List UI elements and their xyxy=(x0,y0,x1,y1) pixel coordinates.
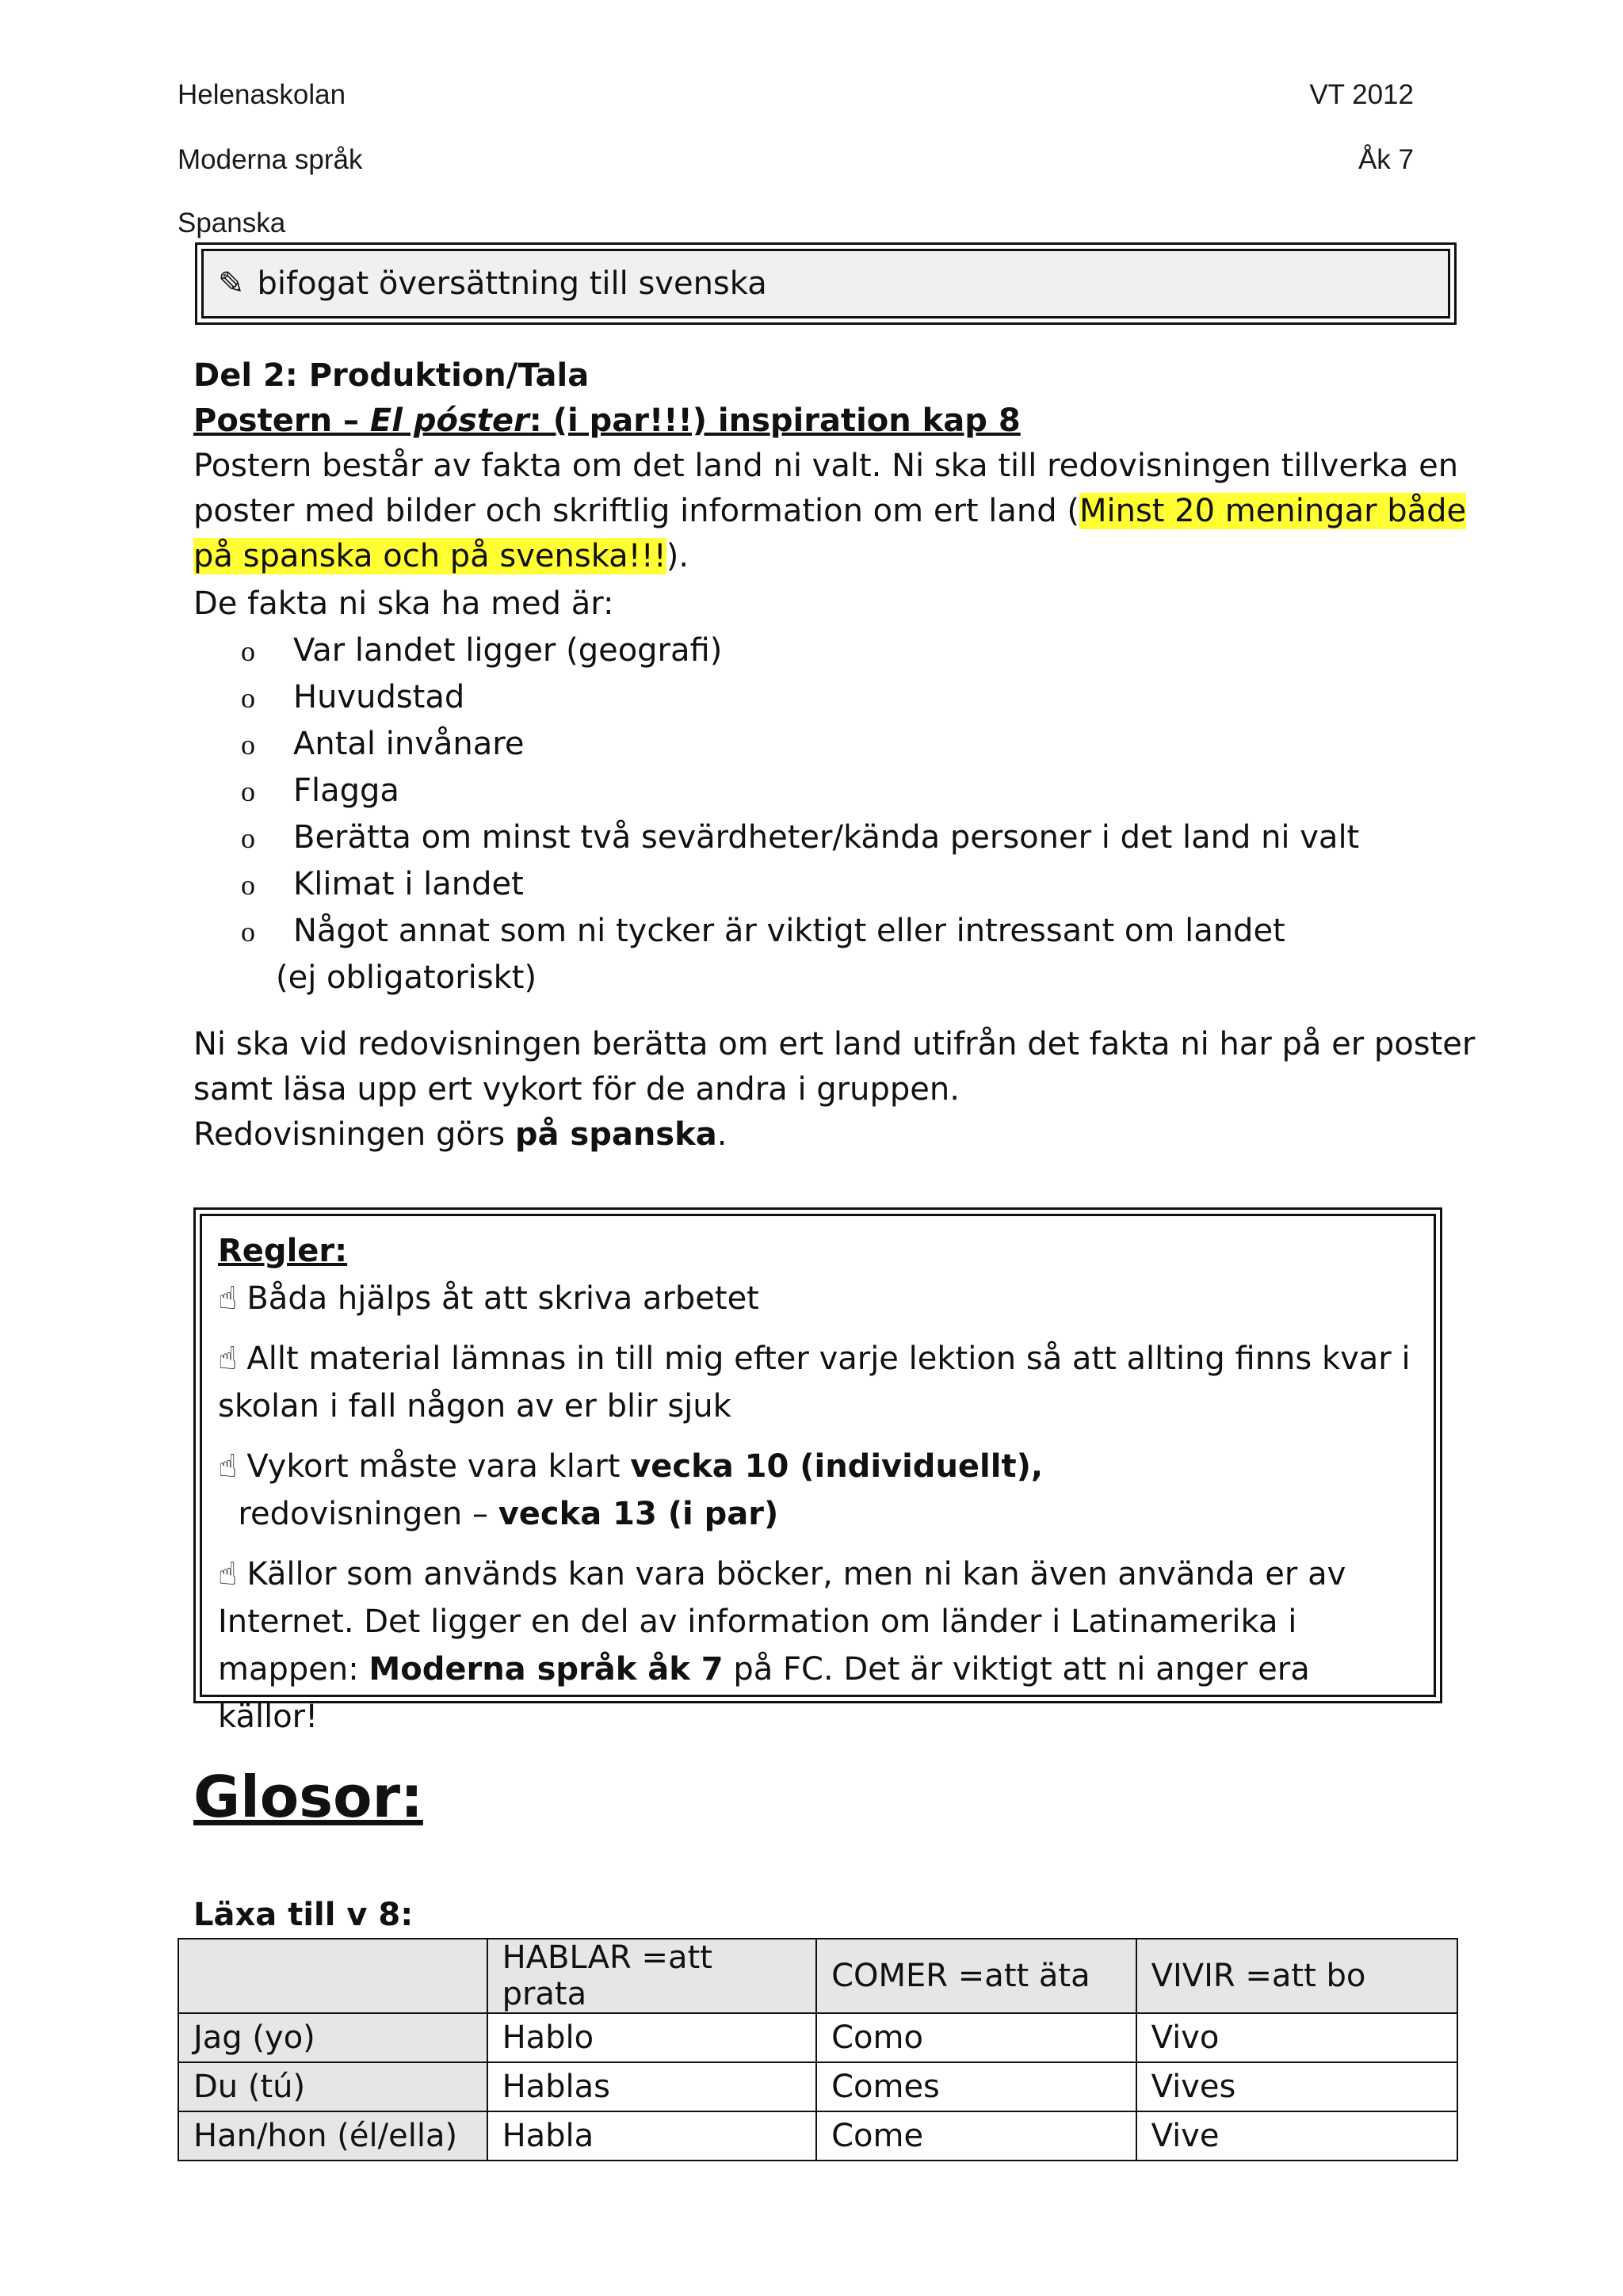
facts-list xyxy=(241,627,1359,1001)
list-item-text: Flagga xyxy=(293,772,399,809)
table-cell: Hablas xyxy=(487,2062,817,2111)
rule-item xyxy=(218,1275,1418,1322)
bullet-marker: o xyxy=(241,869,255,901)
grade-label: Åk 7 xyxy=(1358,144,1414,175)
rules-content xyxy=(200,1214,1436,1735)
bullet-marker: o xyxy=(241,635,255,667)
rules-title: Regler: xyxy=(218,1233,348,1269)
list-item-text: Var landet ligger (geografi) xyxy=(293,632,723,669)
facts-intro: De fakta ni ska ha med är: xyxy=(193,585,614,622)
pointing-hand-icon: ☝ xyxy=(218,1280,238,1317)
highlighted-requirement: Minst 20 meningar både på spanska och på svenska!!! xyxy=(193,493,1467,574)
term-label: VT 2012 xyxy=(1309,79,1414,110)
list-item-text: Antal invånare xyxy=(293,726,525,762)
list-item xyxy=(241,674,1359,721)
poster-prefix: Postern – xyxy=(193,402,370,439)
table-cell: Como xyxy=(816,2013,1136,2062)
rule-item xyxy=(218,1335,1418,1430)
table-row-header: Du (tú) xyxy=(178,2062,487,2111)
table-row xyxy=(178,2111,1457,2161)
presentation-language-start: Redovisningen görs xyxy=(193,1116,515,1153)
table-header-cell: COMER =att äta xyxy=(816,1939,1136,2013)
table-cell: Comes xyxy=(816,2062,1136,2111)
bullet-marker: o xyxy=(241,729,255,761)
table-header-row xyxy=(178,1939,1457,2013)
table-cell: Hablo xyxy=(487,2013,817,2062)
rule-text: Vykort måste vara klart xyxy=(246,1448,631,1485)
table-row-header: Han/hon (él/ella) xyxy=(178,2111,487,2161)
bullet-marker: o xyxy=(241,822,255,854)
table-row-header: Jag (yo) xyxy=(178,2013,487,2062)
table-cell: Habla xyxy=(487,2111,817,2161)
list-item xyxy=(241,908,1359,955)
table-cell: Vive xyxy=(1136,2111,1457,2161)
rule-text: redovisningen – xyxy=(218,1496,498,1532)
table-row xyxy=(178,2062,1457,2111)
poster-desc-end: ). xyxy=(666,538,689,574)
rule-text: Båda hjälps åt att skriva arbetet xyxy=(246,1280,759,1317)
verb-conjugation-table xyxy=(178,1938,1458,2161)
poster-desc-start: Postern består av fakta om det land ni valt. Ni ska till redovisningen tillverka en poster med bilder och skriftlig information om ert land ( xyxy=(193,448,1459,529)
rule-deadline-postcard: vecka 10 (individuellt), xyxy=(630,1448,1044,1485)
poster-suffix: : (i par!!!) inspiration kap 8 xyxy=(529,402,1021,439)
table-header-cell: VIVIR =att bo xyxy=(1136,1939,1457,2013)
table-header-cell: HABLAR =att prata xyxy=(487,1939,817,2013)
pointing-hand-icon: ☝ xyxy=(218,1341,238,1377)
optional-note: (ej obligatoriskt) xyxy=(276,959,537,996)
pen-icon: ✎ xyxy=(218,265,245,302)
bullet-marker: o xyxy=(241,776,255,807)
poster-heading xyxy=(193,399,1477,444)
translation-note xyxy=(201,249,1450,318)
bullet-marker: o xyxy=(241,682,255,714)
translation-note-text: bifogat översättning till svenska xyxy=(257,265,767,302)
presentation-description: Ni ska vid redovisningen berätta om ert land utifrån det fakta ni har på er poster samt läsa upp ert vykort för de andra i gruppen. xyxy=(193,1026,1476,1108)
list-item-text: Berätta om minst två sevärdheter/kända personer i det land ni valt xyxy=(293,819,1360,856)
presentation-language xyxy=(193,1112,1477,1158)
section-title: Del 2: Produktion/Tala xyxy=(193,357,590,394)
list-item xyxy=(241,814,1359,861)
rule-text: Källor som används kan vara böcker, men ni kan även använda er av Internet. Det ligger en del av information om länder i Latinamerika i mappen: xyxy=(218,1556,1346,1688)
glosor-heading: Glosor: xyxy=(193,1764,423,1830)
table-cell: Vivo xyxy=(1136,2013,1457,2062)
rule-text: Allt material lämnas in till mig efter varje lektion så att allting finns kvar i skolan i fall någon av er blir sjuk xyxy=(218,1341,1411,1425)
list-item xyxy=(241,627,1359,674)
bullet-marker: o xyxy=(241,916,255,948)
rule-text: på FC. Det är viktigt att ni anger era källor! xyxy=(218,1651,1310,1735)
translation-note-box xyxy=(195,242,1457,325)
subject-label: Moderna språk xyxy=(178,144,363,175)
rule-item xyxy=(218,1443,1418,1538)
rule-deadline-presentation: vecka 13 (i par) xyxy=(498,1496,779,1532)
list-item-text: Klimat i landet xyxy=(293,866,524,902)
poster-description xyxy=(193,444,1477,579)
poster-italic: El póster xyxy=(369,402,529,439)
table-row xyxy=(178,2013,1457,2062)
table-cell: Vives xyxy=(1136,2062,1457,2111)
list-item xyxy=(241,721,1359,768)
list-item-text: Något annat som ni tycker är viktigt eller intressant om landet xyxy=(293,913,1285,949)
pointing-hand-icon: ☝ xyxy=(218,1556,238,1592)
list-item xyxy=(241,768,1359,814)
language-label: Spanska xyxy=(178,208,286,238)
school-name: Helenaskolan xyxy=(178,79,346,110)
list-item-text: Huvudstad xyxy=(293,679,465,715)
table-cell: Come xyxy=(816,2111,1136,2161)
list-item xyxy=(241,861,1359,908)
homework-label: Läxa till v 8: xyxy=(193,1897,414,1933)
folder-name: Moderna språk åk 7 xyxy=(369,1651,724,1688)
rule-item xyxy=(218,1550,1418,1741)
presentation-language-bold: på spanska xyxy=(514,1116,717,1153)
presentation-language-end: . xyxy=(716,1116,727,1153)
pointing-hand-icon: ☝ xyxy=(218,1448,238,1485)
table-header-cell xyxy=(178,1939,487,2013)
rules-box xyxy=(193,1207,1442,1735)
